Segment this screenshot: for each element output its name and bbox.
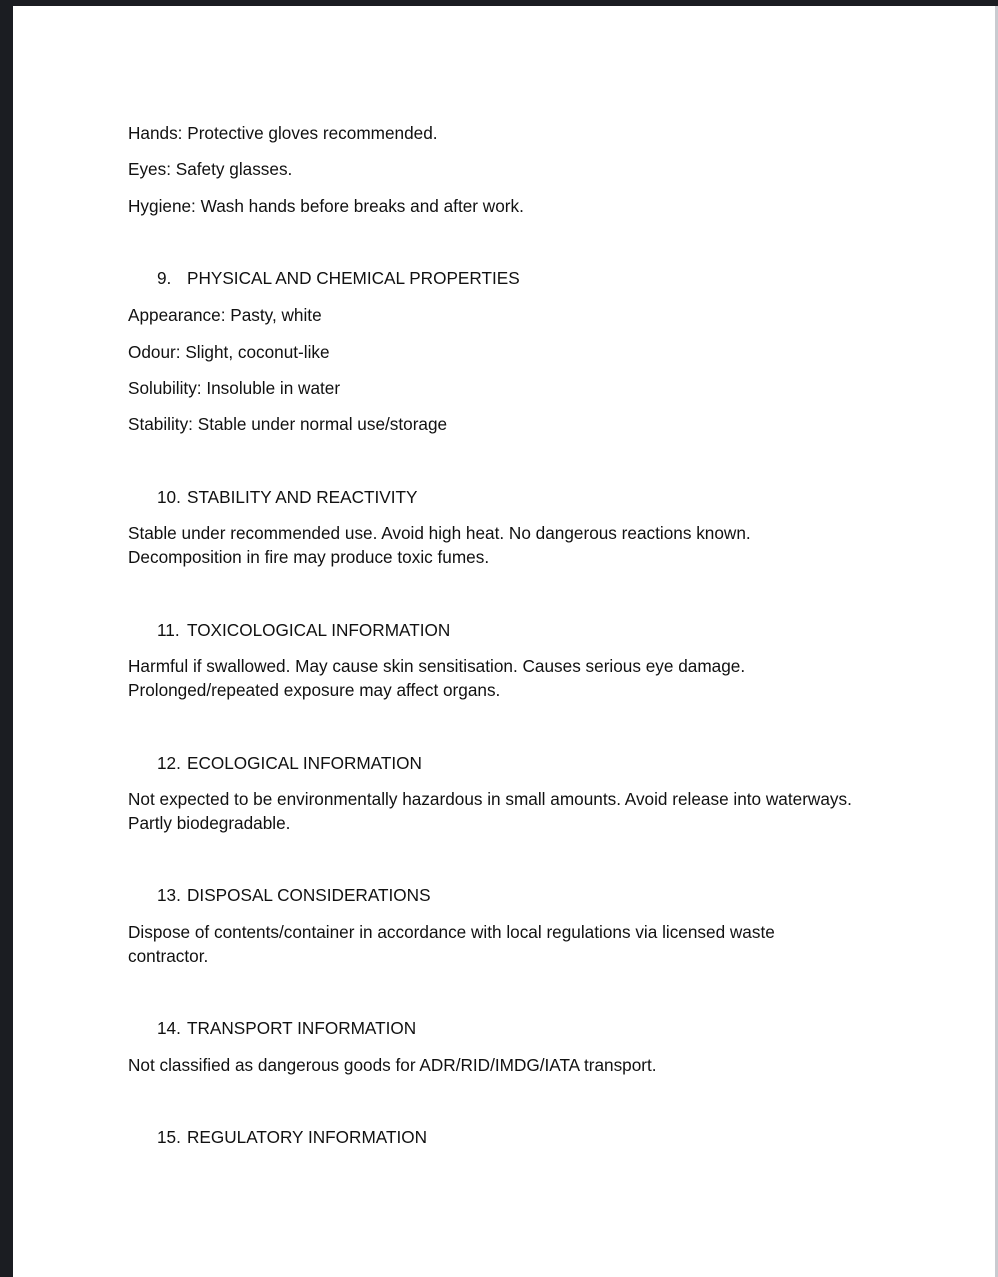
section-number: 12. xyxy=(157,753,181,773)
property-odour: Odour: Slight, coconut-like xyxy=(128,342,330,362)
section-15-heading xyxy=(157,1125,427,1149)
property-appearance: Appearance: Pasty, white xyxy=(128,305,322,325)
section-10-body: Stable under recommended use. Avoid high heat. No dangerous reactions known. Decomposition in fire may produce toxic fumes. xyxy=(128,523,751,567)
section-13-body: Dispose of contents/container in accordance with local regulations via licensed waste contractor. xyxy=(128,922,775,966)
property-stability: Stability: Stable under normal use/storage xyxy=(128,414,448,434)
section-number: 10. xyxy=(157,487,181,507)
section-title: PHYSICAL AND CHEMICAL PROPERTIES xyxy=(187,268,520,288)
section-14-heading xyxy=(157,1016,416,1040)
section-13-heading xyxy=(157,883,431,907)
document-page xyxy=(13,6,995,1277)
section-12-body: Not expected to be environmentally hazardous in small amounts. Avoid release into waterways. Partly biodegradable. xyxy=(128,789,852,833)
section-14-body: Not classified as dangerous goods for ADR/RID/IMDG/IATA transport. xyxy=(128,1055,657,1075)
property-solubility: Solubility: Insoluble in water xyxy=(128,378,341,398)
ppe-hygiene: Hygiene: Wash hands before breaks and after work. xyxy=(128,196,524,216)
section-number: 14. xyxy=(157,1018,181,1038)
section-12-heading xyxy=(157,751,422,775)
section-number: 9. xyxy=(157,268,172,288)
section-title: REGULATORY INFORMATION xyxy=(187,1127,428,1147)
section-9-heading xyxy=(157,266,520,290)
ppe-eyes: Eyes: Safety glasses. xyxy=(128,159,293,179)
section-11-heading xyxy=(157,618,450,642)
section-title: TRANSPORT INFORMATION xyxy=(187,1018,417,1038)
section-number: 13. xyxy=(157,885,181,905)
section-11-body: Harmful if swallowed. May cause skin sensitisation. Causes serious eye damage. Prolonged/repeated exposure may affect organs. xyxy=(128,656,746,700)
section-10-heading xyxy=(157,485,418,509)
section-title: ECOLOGICAL INFORMATION xyxy=(187,753,422,773)
section-title: TOXICOLOGICAL INFORMATION xyxy=(187,620,451,640)
ppe-hands: Hands: Protective gloves recommended. xyxy=(128,123,438,143)
section-title: DISPOSAL CONSIDERATIONS xyxy=(187,885,431,905)
section-title: STABILITY AND REACTIVITY xyxy=(187,487,418,507)
section-number: 15. xyxy=(157,1127,181,1147)
section-number: 11. xyxy=(157,620,180,640)
